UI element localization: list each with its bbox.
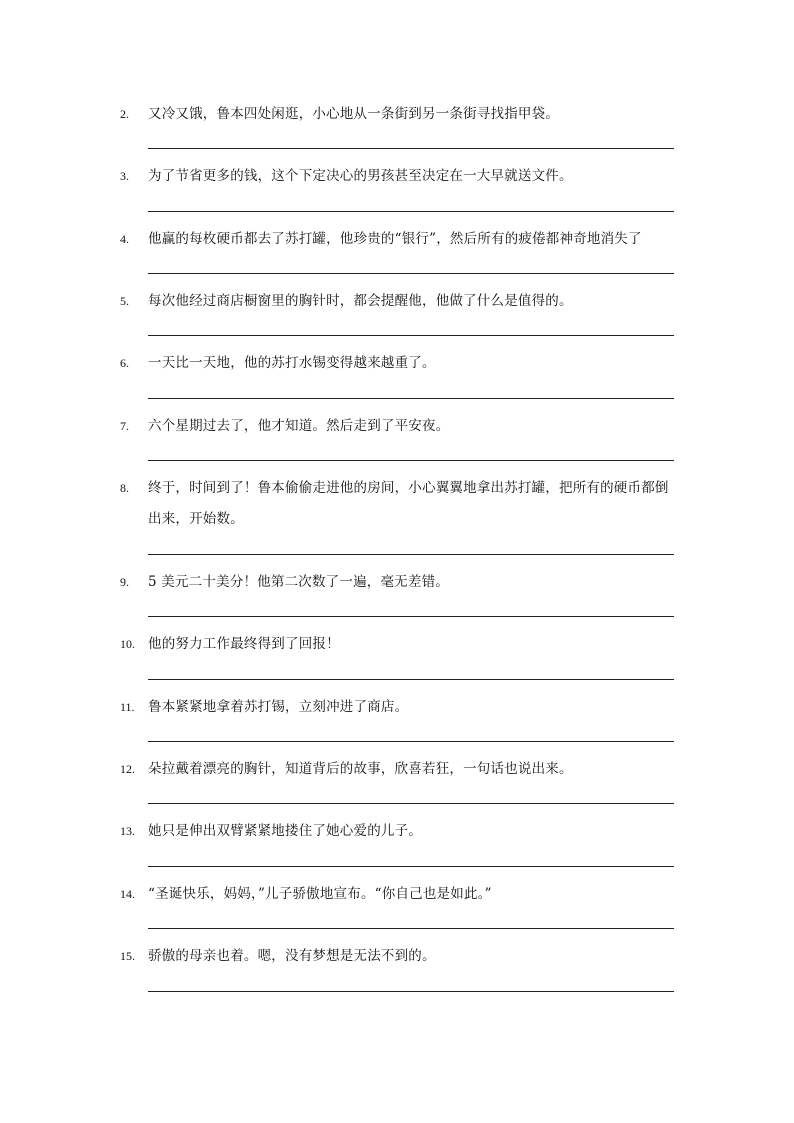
item-sentence: 他赢的每枚硬币都去了苏打罐，他珍贵的“银行”，然后所有的疲倦都神奇地消失了 (148, 231, 642, 247)
item-sentence: 六个星期过去了，他才知道。然后走到了平安夜。 (148, 418, 450, 434)
answer-line[interactable] (148, 148, 674, 149)
answer-line[interactable] (148, 803, 674, 804)
item-number: 7. (120, 419, 129, 433)
answer-line[interactable] (148, 211, 674, 212)
answer-line[interactable] (148, 398, 674, 399)
item-sentence: 骄傲的母亲也着。嗯，没有梦想是无法不到的。 (148, 948, 436, 964)
answer-line[interactable] (148, 991, 674, 992)
answer-line[interactable] (148, 741, 674, 742)
answer-line[interactable] (148, 928, 674, 929)
item-sentence: 又冷又饿，鲁本四处闲逛，小心地从一条街到另一条街寻找指甲袋。 (148, 106, 559, 122)
item-sentence: 他的努力工作最终得到了回报！ (148, 636, 340, 652)
item-number: 10. (120, 637, 135, 651)
item-sentence: 鲁本紧紧地拿着苏打锡，立刻冲进了商店。 (148, 699, 409, 715)
item-sentence: 终于，时间到了！鲁本偷偷走进他的房间，小心翼翼地拿出苏打罐，把所有的硬币都倒出来，开始数。 (148, 480, 669, 527)
item-number: 8. (120, 481, 129, 495)
answer-line[interactable] (148, 460, 674, 461)
item-sentence: 她只是伸出双臂紧紧地搂住了她心爱的儿子。 (148, 823, 422, 839)
item-number: 9. (120, 575, 129, 589)
item-sentence: 一天比一天地，他的苏打水锡变得越来越重了。 (148, 355, 436, 371)
answer-line[interactable] (148, 554, 674, 555)
item-sentence: 5 美元二十美分！他第二次数了一遍，毫无差错。 (148, 574, 449, 590)
item-number: 12. (120, 762, 135, 776)
item-number: 3. (120, 169, 129, 183)
item-sentence: 朵拉戴着漂亮的胸针，知道背后的故事，欣喜若狂，一句话也说出来。 (148, 761, 573, 777)
answer-line[interactable] (148, 679, 674, 680)
answer-line[interactable] (148, 866, 674, 867)
answer-line[interactable] (148, 273, 674, 274)
item-sentence: 为了节省更多的钱，这个下定决心的男孩甚至决定在一大早就送文件。 (148, 168, 573, 184)
item-number: 5. (120, 294, 129, 308)
item-sentence: “圣诞快乐，妈妈，”儿子骄傲地宣布。“你自己也是如此。” (148, 886, 492, 902)
item-number: 11. (120, 700, 135, 714)
item-number: 6. (120, 356, 129, 370)
item-number: 4. (120, 232, 129, 246)
item-sentence: 每次他经过商店橱窗里的胸针时，都会提醒他，他做了什么是值得的。 (148, 293, 573, 309)
answer-line[interactable] (148, 616, 674, 617)
item-number: 15. (120, 949, 135, 963)
item-number: 2. (120, 107, 129, 121)
item-number: 13. (120, 824, 135, 838)
item-number: 14. (120, 887, 135, 901)
answer-line[interactable] (148, 335, 674, 336)
